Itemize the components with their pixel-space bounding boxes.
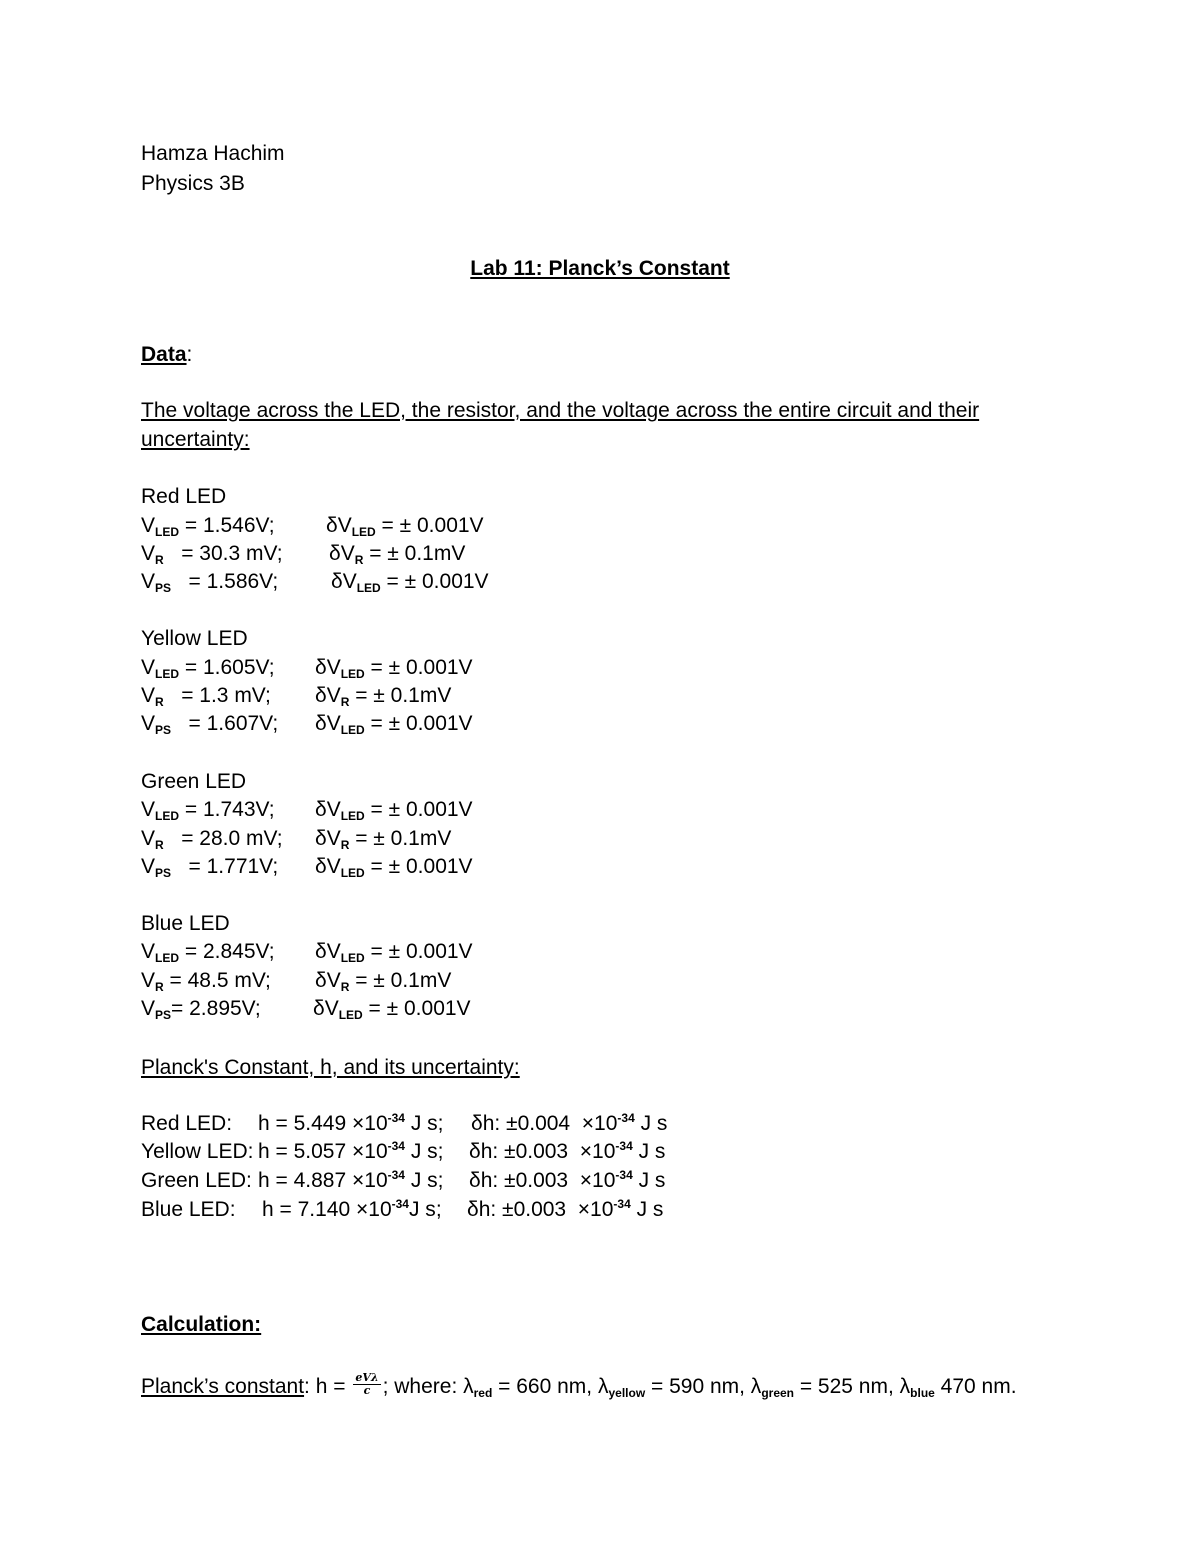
h-uncertainty: δh: $\pm 0.003 \times 10^{-34}$ J s: [469, 1139, 666, 1163]
v-led-uncertainty: $\delta V_{LED}$ = ± 0.001V: [315, 798, 473, 823]
planck-row-label: Green LED:: [141, 1169, 252, 1192]
document-title: Lab 11: Planck’s Constant: [470, 257, 730, 280]
calculation-heading: Calculation:: [141, 1313, 262, 1336]
h-uncertainty: δh: $\pm 0.003 \times 10^{-34}$ J s: [469, 1168, 666, 1192]
planck-row-label: Yellow LED:: [141, 1140, 254, 1163]
v-ps-uncertainty: $\delta V_{LED}$ = ± 0.001V: [313, 997, 471, 1022]
v-r-uncertainty: $\delta V_R$ = ± 0.1mV: [329, 542, 466, 567]
v-ps-value: $V_{PS} = 1.586V$;: [141, 570, 279, 595]
v-led-uncertainty: $\delta V_{LED}$ = ± 0.001V: [315, 656, 473, 681]
v-ps-uncertainty: $\delta V_{LED}$ = ± 0.001V: [331, 570, 489, 595]
h-value: $h = 5.057 \times 10^{-34}$ J s;: [258, 1139, 444, 1163]
v-r-value: $V_R = 48.5$ mV;: [141, 969, 271, 994]
led-group-name: Green LED: [141, 770, 247, 793]
data-intro-continued: uncertainty:: [141, 428, 250, 451]
formula-label: Planck’s constant: [141, 1375, 305, 1398]
v-ps-value: $V_{PS} = 1.771V$;: [141, 855, 279, 880]
author-name: Hamza Hachim: [141, 142, 285, 165]
h-uncertainty: δh: $\pm 0.004 \times 10^{-34}$ J s: [471, 1111, 668, 1135]
data-heading: Data:: [141, 343, 193, 366]
led-group-name: Blue LED: [141, 912, 230, 935]
planck-formula: Planck’s constant: h = $\frac{\text{eVλ}}{c}$ ; where: $\lambda_{red} = 660$ nm, $\lambda_{yellow} = 590$ nm, $\lambda_{green} = 525$ nm, $\lambda_{blue}$ 470 nm.: [141, 1370, 1017, 1400]
v-led-uncertainty: $\delta V_{LED}$ = ± 0.001V: [315, 940, 473, 965]
v-r-value: $V_R = 30.3$ mV;: [141, 542, 283, 567]
v-r-uncertainty: $\delta V_R$ = ± 0.1mV: [315, 684, 452, 709]
v-led-uncertainty: $\delta V_{LED}$ = ± 0.001V: [326, 514, 484, 539]
v-ps-uncertainty: $\delta V_{LED}$ = ± 0.001V: [315, 712, 473, 737]
h-uncertainty: δh: $\pm 0.003 \times 10^{-34}$ J s: [467, 1197, 664, 1221]
planck-heading: Planck's Constant, h, and its uncertainty:: [141, 1056, 520, 1079]
v-r-value: $V_R = 28.0$ mV;: [141, 827, 283, 852]
h-value: $h = 4.887 \times 10^{-34}$ J s;: [258, 1168, 444, 1192]
v-led-value: $V_{LED} = 1.743V$;: [141, 798, 275, 823]
planck-row-label: Blue LED:: [141, 1198, 236, 1221]
h-value: $h = 7.140 \times 10^{-34}J$ s;: [262, 1197, 442, 1221]
v-r-uncertainty: $\delta V_R$ = ± 0.1mV: [315, 827, 452, 852]
v-led-value: $V_{LED} = 2.845V$;: [141, 940, 275, 965]
planck-row-label: Red LED:: [141, 1112, 233, 1135]
v-r-value: $V_R = 1.3$ mV;: [141, 684, 271, 709]
v-r-uncertainty: $\delta V_R$ = ± 0.1mV: [315, 969, 452, 994]
v-ps-value: $V_{PS} = 1.607V$;: [141, 712, 279, 737]
h-value: $h = 5.449 \times 10^{-34}$ J s;: [258, 1111, 444, 1135]
data-intro: The voltage across the LED, the resistor, and the voltage across the entire circuit and their: [141, 399, 980, 422]
v-ps-value: $V_{PS}= 2.895V$;: [141, 997, 261, 1022]
course-name: Physics 3B: [141, 172, 245, 195]
v-led-value: $V_{LED} = 1.605V$;: [141, 656, 275, 681]
led-group-name: Red LED: [141, 485, 227, 508]
led-group-name: Yellow LED: [141, 627, 248, 650]
v-led-value: $V_{LED} = 1.546V$;: [141, 514, 275, 539]
v-ps-uncertainty: $\delta V_{LED}$ = ± 0.001V: [315, 855, 473, 880]
formula-fraction: $\frac{\text{eVλ}}{c}$: [355, 1370, 379, 1397]
